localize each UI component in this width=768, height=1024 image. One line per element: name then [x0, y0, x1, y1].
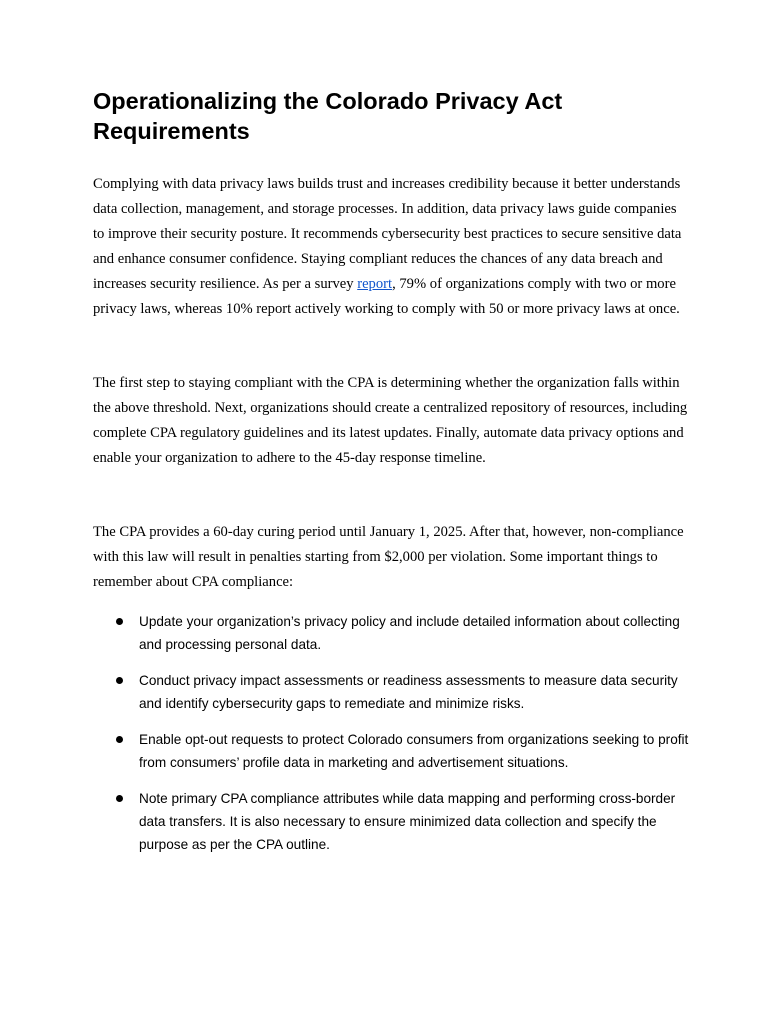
list-item-text: Conduct privacy impact assessments or readiness assessments to measure data security and identify cybersecurity gaps to remediate and minimize risks. [139, 673, 678, 711]
survey-report-link[interactable]: report [357, 276, 393, 292]
bullet-dot-icon [116, 736, 123, 743]
list-item [93, 728, 693, 774]
list-item [93, 787, 693, 856]
cpa-compliance-list [93, 610, 693, 869]
compliance-steps-paragraph: The first step to staying compliant with the CPA is determining whether the organization falls within the above threshold. Next, organizations should create a centralized repository of resources, including complete CPA regulatory guidelines and its latest updates. Finally, automate data privacy options and enable your organization to adhere to the 45-day response timeline. [93, 375, 688, 466]
list-item-text: Update your organization’s privacy policy and include detailed information about collecting and processing personal data. [139, 614, 680, 652]
list-item [93, 610, 693, 656]
bullet-dot-icon [116, 618, 123, 625]
bullet-dot-icon [116, 677, 123, 684]
intro-text-before-link: Complying with data privacy laws builds trust and increases credibility because it better understands data collection, management, and storage processes. In addition, data privacy laws guide companies to improve their security posture. It recommends cybersecurity best practices to secure sensitive data and enhance consumer confidence. Staying compliant reduces the chances of any data breach and increases security resilience. As per a survey [93, 176, 682, 292]
list-item-text: Enable opt-out requests to protect Colorado consumers from organizations seeking to profit from consumers’ profile data in marketing and advertisement situations. [139, 732, 689, 770]
list-item [93, 669, 693, 715]
intro-paragraph [93, 172, 689, 322]
curing-period-paragraph: The CPA provides a 60-day curing period until January 1, 2025. After that, however, non-compliance with this law will result in penalties starting from $2,000 per violation. Some important things to remember about CPA compliance: [93, 524, 684, 590]
page-title: Operationalizing the Colorado Privacy Act Requirements [93, 88, 563, 144]
list-item-text: Note primary CPA compliance attributes while data mapping and performing cross-border data transfers. It is also necessary to ensure minimized data collection and specify the purpose as per the CPA outline. [139, 791, 676, 852]
intro-text-after-link: , 79% of organizations comply with two or more privacy laws, whereas 10% report actively working to comply with 50 or more privacy laws at once. [93, 276, 680, 317]
bullet-dot-icon [116, 795, 123, 802]
